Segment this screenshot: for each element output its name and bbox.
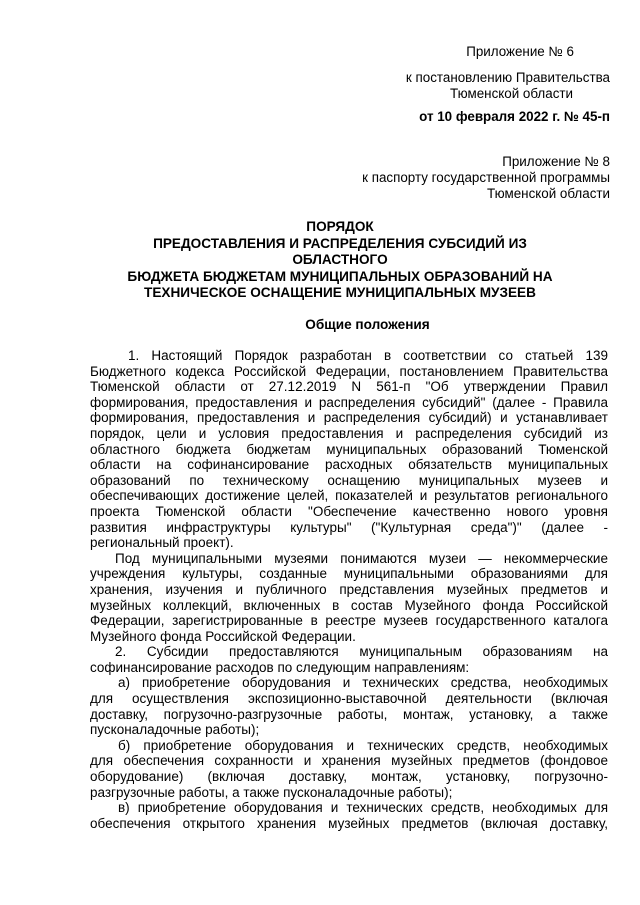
body-line: Бюджетного кодекса Российской Федерации, постановлением Правительства [90,363,608,379]
body-line: разгрузочные работы, а также пусконаладочные работы); [90,784,453,800]
body-line: образований по техническому оснащению муниципальных музеев и [90,472,608,488]
title-line-1: ПОРЯДОК [306,219,374,234]
appendix-6-region: Тюменской области [450,86,573,101]
body-line: для обеспечения сохранности и хранения музейных предметов (фондовое [90,753,608,769]
document-title [60,219,620,302]
body-line: доставку, погрузочно-разгрузочные работы, монтаж, установку, а также [90,706,608,722]
body-line: оборудование) (включая доставку, монтаж, установку, погрузочно- [90,769,608,785]
body-line: Федерации, зарегистрированные в реестре музеев государственного каталога [90,613,608,629]
body-line: пусконаладочные работы); [90,722,260,738]
appendix-8-reference: к паспорту государственной программы [362,170,610,185]
section-heading: Общие положения [305,317,430,332]
body-line: музейных коллекций, включенных в состав Музейного фонда Российской [90,597,608,613]
body-line: учреждения культуры, созданные муниципальными образованиями для [90,566,608,582]
title-line-3: ОБЛАСТНОГО [292,252,388,267]
appendix-6-number: Приложение № 6 [466,44,574,59]
body-line: 1. Настоящий Порядок разработан в соответствии со статьей 139 [128,348,608,363]
body-line: формирования, предоставления и распределения субсидий) и устанавливает [90,410,608,426]
appendix-6-date: от 10 февраля 2022 г. № 45-п [419,109,610,124]
title-line-4: БЮДЖЕТА БЮДЖЕТАМ МУНИЦИПАЛЬНЫХ ОБРАЗОВАНИЙ НА [127,268,553,284]
body-line: Музейного фонда Российской Федерации. [90,628,356,644]
body-line: в) приобретение оборудования и технических средств, необходимых для [118,800,608,816]
body-line: софинансирование расходов по следующим направлениям: [90,659,470,675]
appendix-8-region: Тюменской области [487,186,610,201]
body-line: обеспечивающих достижение целей, показателей и результатов регионального [90,488,608,504]
body-line: а) приобретение оборудования и технических средства, необходимых [118,675,608,691]
document-body [90,348,608,831]
title-line-5: ТЕХНИЧЕСКОЕ ОСНАЩЕНИЕ МУНИЦИПАЛЬНЫХ МУЗЕЕВ [144,285,536,300]
body-line: развития инфраструктуры культуры" ("Культурная среда")" (далее - [90,519,608,535]
body-line: региональный проект). [90,535,234,551]
body-line: обеспечения открытого хранения музейных предметов (включая доставку, [90,815,608,831]
title-line-2: ПРЕДОСТАВЛЕНИЯ И РАСПРЕДЕЛЕНИЯ СУБСИДИЙ ИЗ [153,235,527,251]
appendix-6-header [406,44,610,125]
body-line: 2. Субсидии предоставляются муниципальным образованиям на [115,644,608,660]
body-line: порядок, цели и условия предоставления и распределения субсидий из [90,425,608,441]
body-line: проекта Тюменской области "Обеспечение качественно нового уровня [90,503,608,519]
body-line: б) приобретение оборудования и технических средств, необходимых [118,737,608,753]
appendix-8-number: Приложение № 8 [502,154,610,169]
body-line: для осуществления экспозиционно-выставочной деятельности (включая [90,691,608,707]
body-line: Под муниципальными музеями понимаются музеи — некоммерческие [115,550,608,566]
body-line: области на софинансирование расходных обязательств муниципальных [90,457,608,473]
body-line: формирования, предоставления и распределения субсидий" (далее - Правила [90,394,608,410]
body-line: Тюменской области от 27.12.2019 N 561-п "Об утверждении Правил [90,379,608,395]
body-line: хранения, изучения и публичного представления музейных предметов и [90,581,608,597]
body-line: областного бюджета бюджетам муниципальных образований Тюменской [90,441,608,457]
appendix-6-reference: к постановлению Правительства [405,70,610,85]
appendix-8-header [362,154,610,202]
